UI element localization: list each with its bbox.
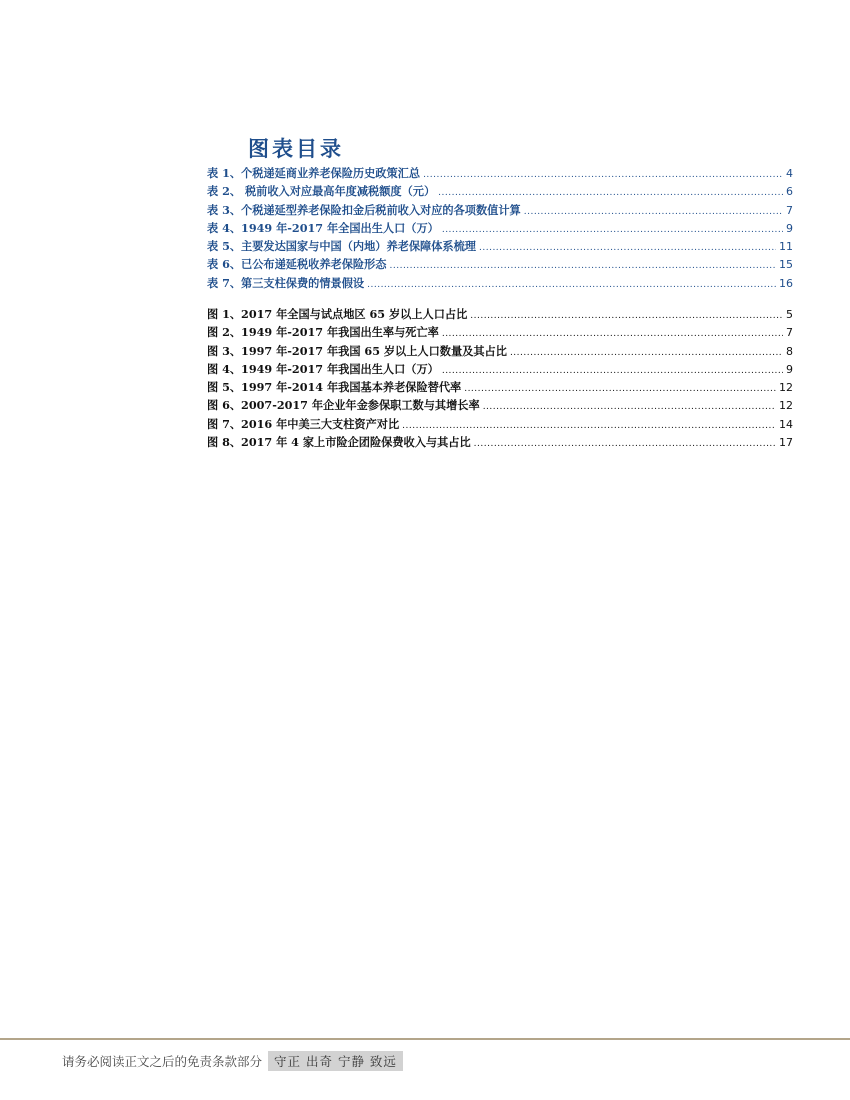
- toc-entry-page: 7: [786, 326, 793, 340]
- toc-entry-table-4[interactable]: [207, 219, 793, 237]
- toc-entry-page: 16: [779, 276, 793, 290]
- toc-entry-page: 7: [786, 203, 793, 217]
- toc-entry-label: 图 5、1997 年-2014 年我国基本养老保险替代率: [207, 380, 462, 395]
- toc-entry-table-2[interactable]: [207, 182, 793, 200]
- toc-entry-label: 表 5、主要发达国家与中国（内地）养老保障体系梳理: [207, 239, 476, 254]
- dot-leader: [367, 276, 776, 294]
- toc-entry-table-5[interactable]: [207, 237, 793, 255]
- toc-entry-table-7[interactable]: [207, 274, 793, 292]
- dot-leader: [479, 239, 776, 257]
- toc-entry-label: 图 8、2017 年 4 家上市险企团险保费收入与其占比: [207, 435, 471, 450]
- toc-entry-label: 图 7、2016 年中美三大支柱资产对比: [207, 416, 400, 431]
- toc-entry-label: 表 7、第三支柱保费的情景假设: [207, 275, 365, 290]
- dot-leader: [423, 166, 783, 184]
- footer-motto: 守正 出奇 宁静 致远: [268, 1051, 403, 1071]
- toc-entry-figure-2[interactable]: [207, 323, 793, 341]
- toc-entry-figure-5[interactable]: [207, 378, 793, 396]
- toc-entry-page: 5: [786, 308, 793, 321]
- toc-entry-figure-8[interactable]: [207, 433, 793, 451]
- dot-leader: [474, 435, 776, 453]
- toc-entry-page: 9: [786, 362, 793, 376]
- dot-leader: [442, 221, 783, 239]
- toc-entry-page: 11: [779, 240, 793, 254]
- toc-entry-page: 14: [779, 417, 793, 431]
- toc-entry-page: 15: [779, 258, 793, 272]
- footer-divider: [0, 1038, 850, 1040]
- toc-entry-table-6[interactable]: [207, 255, 793, 273]
- dot-leader: [464, 380, 776, 398]
- dot-leader: [524, 203, 783, 221]
- toc-entry-label: 图 1、2017 年全国与试点地区 65 岁以上人口占比: [207, 307, 468, 321]
- toc-entry-page: 17: [779, 436, 793, 450]
- dot-leader: [470, 307, 783, 325]
- toc-entry-label: 图 3、1997 年-2017 年我国 65 岁以上人口数量及其占比: [207, 343, 507, 358]
- toc-entry-label: 表 4、1949 年-2017 年全国出生人口（万）: [207, 220, 439, 235]
- toc-entry-page: 6: [786, 185, 793, 199]
- toc-entry-label: 表 2、 税前收入对应最高年度减税额度（元）: [207, 184, 436, 199]
- toc-entry-page: 4: [786, 167, 793, 180]
- toc-entry-label: 表 6、已公布递延税收养老保险形态: [207, 257, 387, 272]
- toc-entry-figure-7[interactable]: [207, 415, 793, 433]
- toc-title: 图表目录: [248, 136, 344, 161]
- dot-leader: [390, 257, 777, 275]
- toc-entry-figure-4[interactable]: [207, 360, 793, 378]
- dot-leader: [483, 398, 776, 416]
- dot-leader: [510, 344, 783, 362]
- toc-entry-page: 12: [779, 381, 793, 395]
- dot-leader: [442, 362, 783, 380]
- toc-entry-figure-1[interactable]: [207, 305, 793, 323]
- toc-entry-table-1[interactable]: [207, 164, 793, 182]
- toc-entry-label: 图 6、2007-2017 年企业年金参保职工数与其增长率: [207, 398, 480, 413]
- footer-disclaimer: 请务必阅读正文之后的免责条款部分: [62, 1054, 263, 1069]
- toc-entry-label: 表 1、个税递延商业养老保险历史政策汇总: [207, 166, 421, 180]
- toc-entry-figure-6[interactable]: [207, 396, 793, 414]
- toc-entry-page: 9: [786, 221, 793, 235]
- toc-entry-label: 图 2、1949 年-2017 年我国出生率与死亡率: [207, 325, 439, 340]
- table-of-figures: [207, 305, 793, 451]
- toc-entry-label: 表 3、个税递延型养老保险扣金后税前收入对应的各项数值计算: [207, 202, 521, 217]
- toc-entry-page: 12: [779, 399, 793, 413]
- toc-entry-table-3[interactable]: [207, 201, 793, 219]
- toc-entry-label: 图 4、1949 年-2017 年我国出生人口（万）: [207, 361, 439, 376]
- toc-entry-page: 8: [786, 344, 793, 358]
- page-footer: [62, 1051, 403, 1071]
- table-of-tables: [207, 164, 793, 292]
- toc-entry-figure-3[interactable]: [207, 342, 793, 360]
